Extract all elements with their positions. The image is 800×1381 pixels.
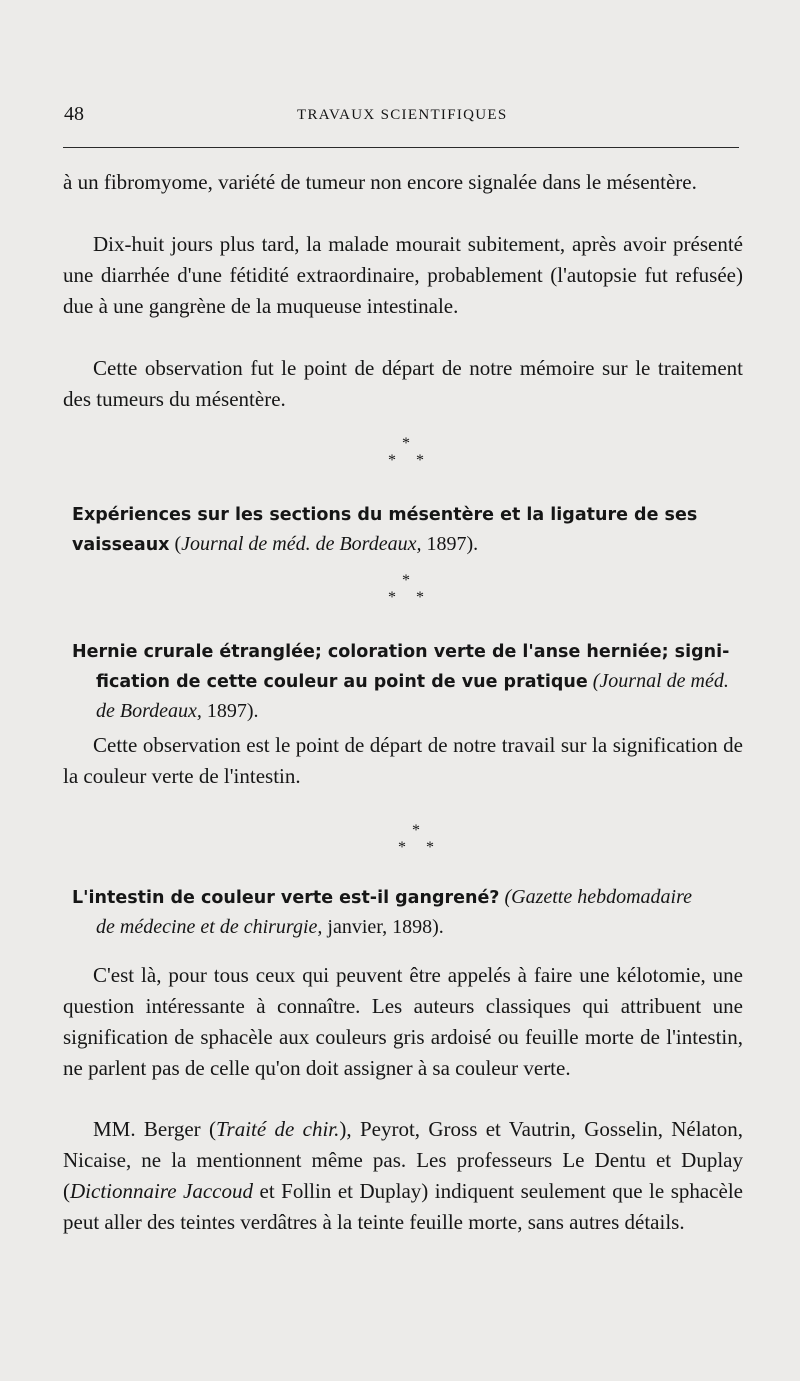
asterism-star: * xyxy=(388,589,396,606)
asterism-3 xyxy=(388,822,448,862)
page-header xyxy=(60,103,740,133)
asterism-star: * xyxy=(398,839,406,856)
entry-source: de médecine et de chirurgie, xyxy=(96,916,323,938)
entry-title: L'intestin de couleur verte est-il gangrené? xyxy=(72,888,500,908)
entry-date: janvier, 1898). xyxy=(327,916,444,938)
entry-paren: ( xyxy=(174,533,182,555)
entry-title: vaisseaux xyxy=(72,535,170,555)
asterism-star: * xyxy=(416,589,424,606)
asterism-star: * xyxy=(426,839,434,856)
entry-year: 1897). xyxy=(206,700,259,722)
entry-title: Hernie crurale étranglée; coloration verte de l'anse herniée; signi- xyxy=(72,642,730,662)
entry-intestin-vert xyxy=(72,883,744,942)
asterism-star: * xyxy=(388,452,396,469)
paragraph-kelotomie: C'est là, pour tous ceux qui peuvent être appelés à faire une kélotomie, une question intéressante à connaître. Les auteurs classiques qui attribuent une signification de sphacèle aux couleurs gris ardoisé ou feuille morte de l'intestin, ne parlent pas de celle qu'on doit assigner à sa couleur verte. xyxy=(63,963,743,1080)
entry-source: (Gazette hebdomadaire xyxy=(504,886,693,908)
entry-title: fication de cette couleur au point de vue pratique xyxy=(96,672,588,692)
entry-source: Journal de méd. de Bordeaux, xyxy=(181,533,422,555)
paragraph-fibromyome: à un fibromyome, variété de tumeur non encore signalée dans le mésentère. xyxy=(63,170,697,194)
entry-sections-mesentere xyxy=(72,500,744,560)
text-run: et Follin et Duplay) indiquent seulement que le sphacèle peut aller des teintes verdâtres à la teinte feuille morte, sans autres détails. xyxy=(63,1179,743,1234)
text-run: MM. Berger ( xyxy=(93,1117,216,1141)
asterism-star: * xyxy=(416,452,424,469)
paragraph-dix-huit-jours: Dix-huit jours plus tard, la malade mourait subitement, après avoir présenté une diarrhée d'une fétidité extraordinaire, probablement (l'autopsie fut refusée) due à une gangrène de la muqueuse intestinale. xyxy=(63,232,743,318)
citation-dictionnaire: Dictionnaire Jaccoud xyxy=(70,1179,253,1203)
entry-hernie-crurale xyxy=(72,637,744,726)
asterism-2 xyxy=(378,572,438,612)
asterism-1 xyxy=(378,435,438,475)
asterism-star: * xyxy=(402,435,410,452)
paragraph-cette-observation: Cette observation fut le point de départ de notre mémoire sur le traitement des tumeurs du mésentère. xyxy=(63,356,743,411)
page-number: 48 xyxy=(64,103,84,125)
asterism-star: * xyxy=(402,572,410,589)
citation-traite: Traité de chir. xyxy=(216,1117,340,1141)
running-title: TRAVAUX SCIENTIFIQUES xyxy=(297,107,508,123)
header-rule xyxy=(63,147,739,148)
paragraph-signification: Cette observation est le point de départ de notre travail sur la signification de la couleur verte de l'intestin. xyxy=(63,733,743,788)
entry-year: 1897). xyxy=(426,533,479,555)
paragraph-berger xyxy=(63,1114,743,1238)
text-run: ), Peyrot, Gross et Vautrin, Gosselin, Nélaton, Nicaise, ne la mentionnent même pas. Les professeurs Le Dentu et Duplay ( xyxy=(63,1117,743,1203)
entry-source: de Bordeaux, xyxy=(96,700,202,722)
entry-source: (Journal de méd. xyxy=(592,670,729,692)
asterism-star: * xyxy=(412,822,420,839)
entry-title: Expériences sur les sections du mésentère et la ligature de ses xyxy=(72,505,698,525)
